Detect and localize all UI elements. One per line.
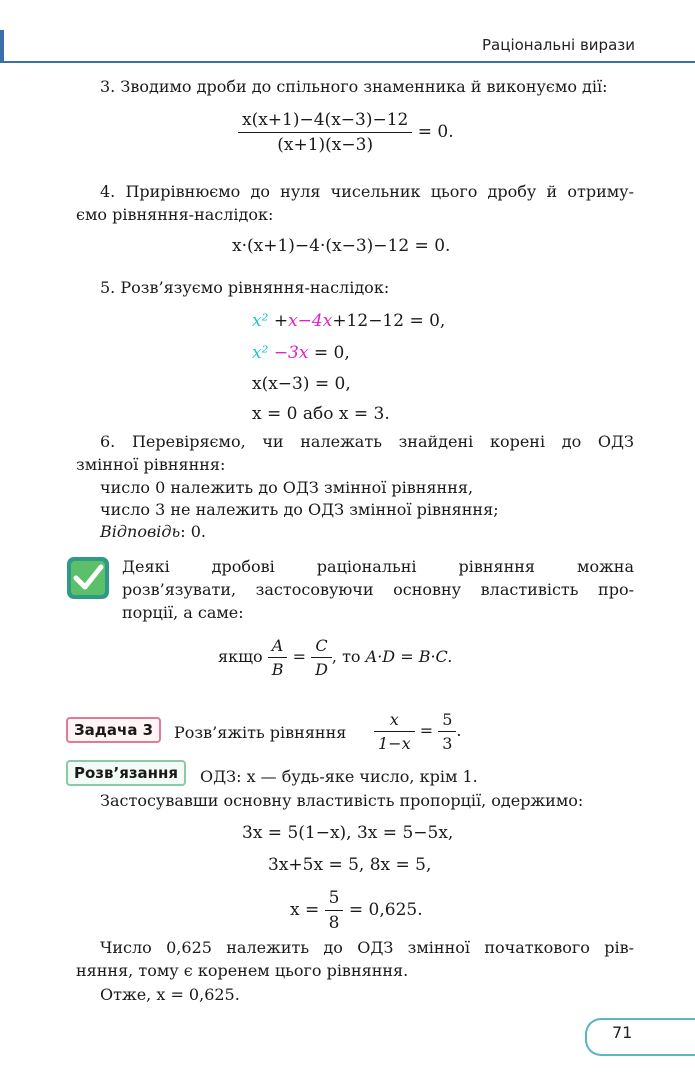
answer-label: Відповідь — [100, 522, 181, 541]
task-equation: $\frac{x}{1-x}$ = $\frac{5}{3}$ . — [374, 710, 461, 753]
page-number: 71 — [612, 1023, 633, 1042]
rule-formula: якщо $\frac{A}{B}$ = $\frac{C}{D}$ , то A·D = B·C. — [218, 636, 453, 679]
solution-line1: Застосувавши основну властивість пропорції, одержимо: — [100, 791, 584, 810]
step3-denominator: (x+1)(x−3) — [277, 135, 374, 155]
conclusion-line1: Число 0,625 належить до ОДЗ змінної початкового рів- — [100, 938, 634, 957]
step6-line4: число 3 не належить до ОДЗ змінної рівняння; — [100, 500, 499, 519]
step5-text: 5. Розв’язуємо рівняння-наслідок: — [100, 278, 390, 297]
frac-c: C — [311, 636, 332, 658]
step5-eq3: x(x−3) = 0, — [252, 374, 351, 394]
rule-line3: порції, а саме: — [122, 603, 244, 622]
task-den1: 1−x — [378, 734, 411, 753]
task-num1: x — [374, 710, 415, 732]
task-fraction-left — [374, 710, 415, 753]
step4-equation: x·(x+1)−4·(x−3)−12 = 0. — [232, 236, 451, 256]
eq1-term-x2: x² — [252, 311, 269, 331]
final-answer: Отже, x = 0,625. — [100, 985, 240, 1004]
frac-a: A — [268, 636, 288, 658]
step5-eq4: x = 0 або x = 3. — [252, 404, 390, 424]
checkmark-icon — [66, 556, 110, 600]
answer-value: : 0. — [180, 522, 206, 541]
eq1-term-4x: −4x — [297, 311, 333, 331]
step3-rhs: = 0. — [417, 122, 454, 142]
step6-line2: змінної рівняння: — [76, 455, 226, 474]
eq1-plus: + — [273, 311, 289, 331]
eq2-rest: = 0, — [313, 343, 350, 363]
task-num2: 5 — [438, 710, 456, 732]
frac-b: B — [271, 660, 284, 679]
task-fraction-right — [438, 710, 456, 753]
rule-if: якщо — [218, 647, 263, 666]
step6-answer — [100, 521, 206, 543]
step6-line3: число 0 належить до ОДЗ змінної рівняння, — [100, 478, 474, 497]
step3-fraction — [238, 110, 412, 155]
step5-eq1 — [252, 311, 445, 331]
eq3-num: 5 — [325, 888, 344, 911]
fraction-a-b — [268, 636, 288, 679]
eq2-term-x2: x² — [252, 343, 269, 363]
header-rule — [0, 61, 695, 63]
step4-line2: ємо рівняння-наслідок: — [76, 205, 274, 224]
frac-d: D — [315, 660, 328, 679]
header-accent — [0, 30, 4, 63]
eq1-term-x: x — [288, 311, 298, 331]
solution-badge: Розв’язання — [66, 760, 186, 786]
eq2-term-3x: −3x — [273, 343, 309, 363]
eq3-left: x = — [290, 900, 320, 920]
eq3-den: 8 — [328, 913, 340, 933]
task-badge: Задача 3 — [66, 717, 161, 743]
step3-numerator: x(x+1)−4(x−3)−12 — [238, 110, 412, 133]
rule-line2: розв’язувати, застосовуючи основну властивість про- — [122, 580, 634, 599]
step3-text: 3. Зводимо дроби до спільного знаменника й виконуємо дії: — [100, 77, 608, 96]
fraction-c-d — [311, 636, 332, 679]
task-den2: 3 — [442, 734, 453, 753]
step3-equation — [238, 110, 454, 155]
eq1-rest: +12−12 = 0, — [332, 311, 446, 331]
solution-eq3 — [290, 888, 423, 933]
running-header: Раціональні вирази — [482, 36, 635, 54]
task-text: Розв’яжіть рівняння — [174, 723, 347, 742]
eq3-fraction — [325, 888, 344, 933]
step5-eq2 — [252, 343, 350, 363]
step6-line1: 6. Перевіряємо, чи належать знайдені корені до ОДЗ — [100, 432, 634, 451]
solution-eq1: 3x = 5(1−x), 3x = 5−5x, — [242, 823, 454, 843]
rule-line1: Деякі дробові раціональні рівняння можна — [122, 557, 634, 576]
rule-result: A·D = B·C. — [365, 647, 453, 666]
rule-then: , то — [331, 647, 361, 666]
page-number-tab — [585, 1018, 695, 1056]
conclusion-line2: няння, тому є коренем цього рівняння. — [76, 961, 409, 980]
eq3-right: = 0,625. — [348, 900, 423, 920]
solution-odz: ОДЗ: x — будь-яке число, крім 1. — [200, 767, 478, 786]
solution-eq2: 3x+5x = 5, 8x = 5, — [268, 855, 432, 875]
step4-line1: 4. Прирівнюємо до нуля чисельник цього дробу й отриму- — [100, 182, 634, 201]
